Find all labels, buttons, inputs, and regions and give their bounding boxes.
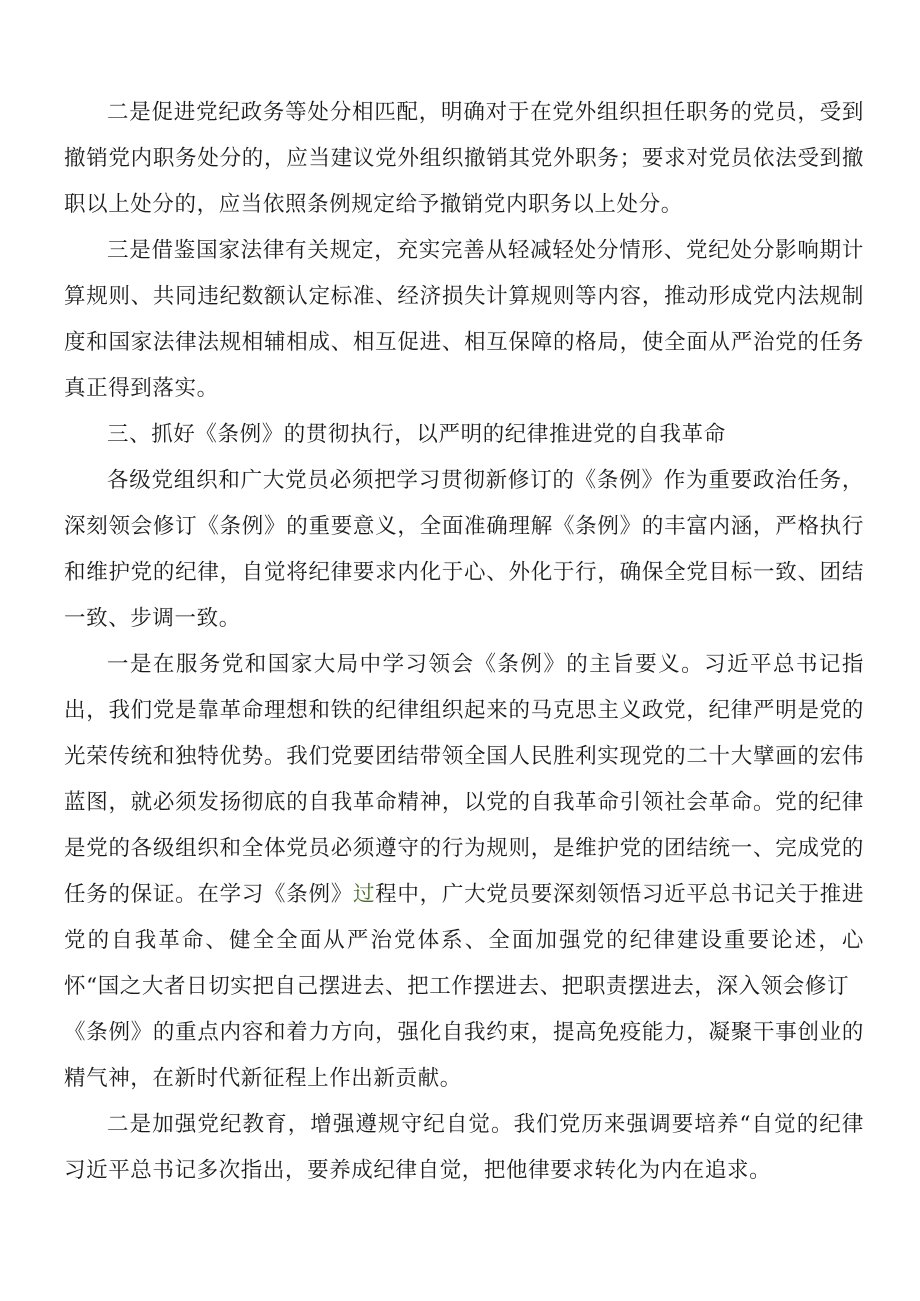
section-heading-3: 三、抓好《条例》的贯彻执行，以严明的纪律推进党的自我革命 (107, 422, 726, 447)
paragraph-5-text-after: 程中，广大党员要深刻领悟习近平总书记关于推进党的自我革命、健全全面从严治党体系、全面加强党的纪律建设重要论述，心怀“国之大者日切实把自己摆进去、把工作摆进去、把职责摆进去，深入领会修订 (64, 882, 864, 999)
paragraph-5-highlight: 过 (352, 882, 376, 907)
document-body (64, 90, 864, 1194)
paragraph-4: 各级党组织和广大党员必须把学习贯彻新修订的《条例》作为重要政治任务，深刻领会修订《条例》的重要意义，全面准确理解《条例》的丰富内涵，严格执行和维护党的纪律，自觉将纪律要求内化于心、外化于行，确保全党目标一致、团结一致、步调一致。 (64, 468, 864, 631)
paragraph-5-text-before: 一是在服务党和国家大局中学习领会《条例》的主旨要义。习近平总书记指出，我们党是靠革命理想和铁的纪律组织起来的马克思主义政党，纪律严明是党的光荣传统和独特优势。我们党要团结带领全国人民胜利实现党的二十大擘画的宏伟蓝图，就必须发扬彻底的自我革命精神，以党的自我革命引领社会革命。党的纪律是党的各级组织和全体党员必须遵守的行为规则，是维护党的团结统一、完成党的任务的保证。在学习《条例》 (64, 652, 864, 907)
paragraph-7: 二是加强党纪教育，增强遵规守纪自觉。我们党历来强调要培养“自觉的纪律习近平总书记多次指出，要养成纪律自觉，把他律要求转化为内在追求。 (64, 1112, 864, 1183)
paragraph-2: 三是借鉴国家法律有关规定，充实完善从轻减轻处分情形、党纪处分影响期计算规则、共同违纪数额认定标准、经济损失计算规则等内容，推动形成党内法规制度和国家法律法规相辅相成、相互促进、相互保障的格局，使全面从严治党的任务真正得到落实。 (64, 238, 864, 401)
paragraph-1: 二是促进党纪政务等处分相匹配，明确对于在党外组织担任职务的党员，受到撤销党内职务处分的，应当建议党外组织撤销其党外职务；要求对党员依法受到撤职以上处分的，应当依照条例规定给予撤销党内职务以上处分。 (64, 100, 864, 217)
paragraph-6: 《条例》的重点内容和着力方向，强化自我约束，提高免疫能力，凝聚干事创业的精气神，在新时代新征程上作出新贡献。 (64, 1020, 864, 1091)
paragraph-5 (64, 642, 864, 1010)
